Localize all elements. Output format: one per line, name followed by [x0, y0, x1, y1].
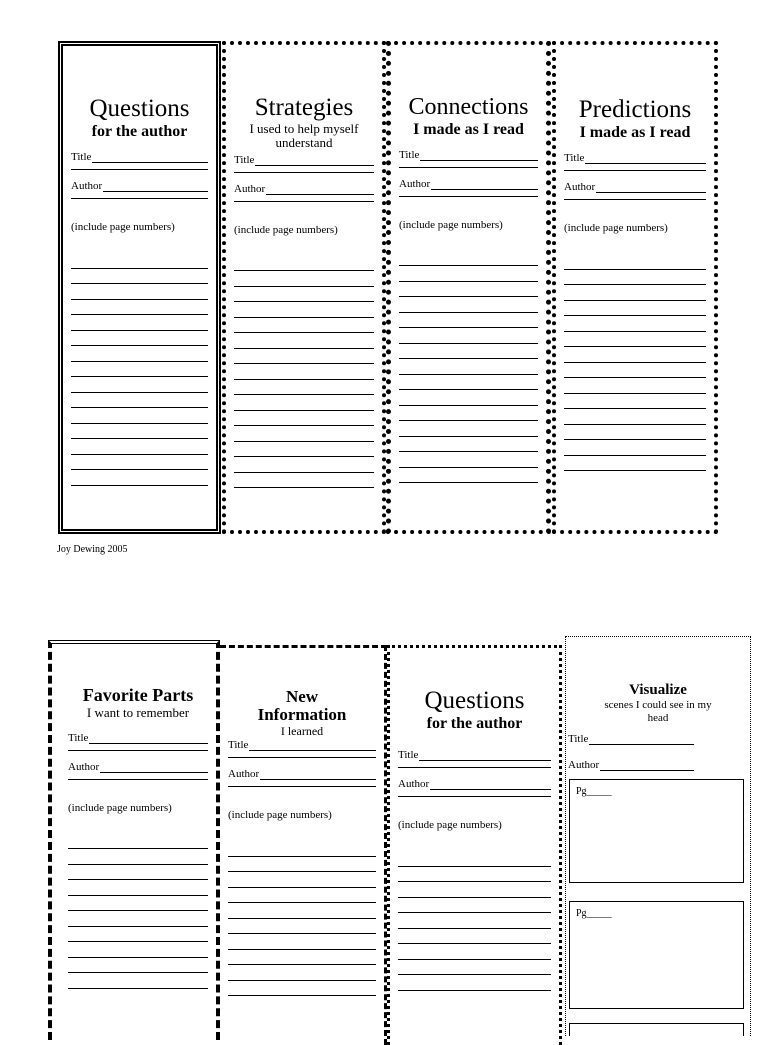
page-numbers-note: (include page numbers)	[68, 801, 172, 814]
card-title: New Information	[257, 687, 347, 724]
author-field[interactable]: Author	[228, 766, 376, 780]
author-field[interactable]: Author	[234, 181, 374, 195]
page-numbers-note: (include page numbers)	[399, 218, 503, 231]
visualize-box-2[interactable]: Pg_____	[569, 901, 744, 1009]
page-numbers-note: (include page numbers)	[228, 809, 332, 822]
card-new-information	[220, 645, 387, 1045]
title-field[interactable]: Title	[564, 150, 706, 164]
title-field[interactable]: Title	[234, 152, 374, 166]
card-title: Favorite Parts	[82, 685, 194, 705]
page-numbers-note: (include page numbers)	[564, 222, 668, 235]
writing-lines[interactable]	[68, 834, 208, 989]
card-heading	[71, 96, 208, 141]
title-field[interactable]: Title	[399, 147, 538, 161]
author-field[interactable]: Author	[564, 179, 706, 193]
card-heading	[234, 95, 374, 150]
title-field[interactable]: Title	[68, 730, 208, 744]
writing-lines[interactable]	[228, 841, 376, 996]
page-numbers-note: (include page numbers)	[71, 221, 175, 234]
card-subtitle: for the author	[426, 715, 523, 733]
card-subtitle: I made as I read	[413, 121, 524, 139]
card-heading	[68, 686, 208, 720]
visualize-box-3[interactable]	[569, 1023, 744, 1036]
card-title: Visualize	[629, 682, 687, 698]
title-field[interactable]: Title	[228, 737, 376, 751]
writing-lines[interactable]	[234, 256, 374, 489]
card-subtitle: I learned	[280, 723, 324, 738]
card-subtitle: scenes I could see in my head	[604, 698, 712, 724]
writing-lines[interactable]	[71, 253, 208, 486]
author-credit: Joy Dewing 2005	[57, 544, 128, 555]
card-title: Questions	[424, 687, 525, 714]
card-predictions	[552, 41, 718, 534]
card-title: Strategies	[254, 94, 354, 121]
author-field[interactable]: Author	[399, 176, 538, 190]
card-subtitle: I want to remember	[86, 704, 190, 720]
page-numbers-note: (include page numbers)	[398, 819, 502, 832]
title-field[interactable]: Title	[71, 149, 208, 163]
author-field[interactable]: Author	[398, 776, 551, 790]
author-field[interactable]: Author	[568, 757, 694, 771]
card-heading	[228, 688, 376, 737]
writing-lines[interactable]	[399, 251, 538, 484]
title-field[interactable]: Title	[398, 747, 551, 761]
card-visualize	[565, 636, 751, 1036]
card-title: Predictions	[578, 96, 692, 123]
card-subtitle: I made as I read	[579, 124, 691, 142]
card-strategies	[222, 41, 386, 534]
card-heading	[398, 688, 551, 733]
page-numbers-note: (include page numbers)	[234, 223, 338, 236]
card-heading	[566, 683, 750, 725]
visualize-box-1[interactable]: Pg_____	[569, 779, 744, 883]
card-questions-top	[58, 41, 221, 534]
card-heading	[399, 95, 538, 139]
card-subtitle: for the author	[91, 123, 188, 141]
writing-lines[interactable]	[564, 254, 706, 471]
card-heading	[564, 97, 706, 142]
card-title: Connections	[408, 94, 529, 120]
author-field[interactable]: Author	[71, 178, 208, 192]
card-favorite-parts	[48, 640, 220, 1040]
card-questions-bottom	[387, 645, 562, 1045]
card-connections	[386, 41, 551, 534]
writing-lines[interactable]	[398, 851, 551, 991]
title-field[interactable]: Title	[568, 731, 694, 745]
card-subtitle: I used to help myself understand	[249, 121, 359, 150]
card-title: Questions	[89, 95, 190, 122]
author-field[interactable]: Author	[68, 759, 208, 773]
